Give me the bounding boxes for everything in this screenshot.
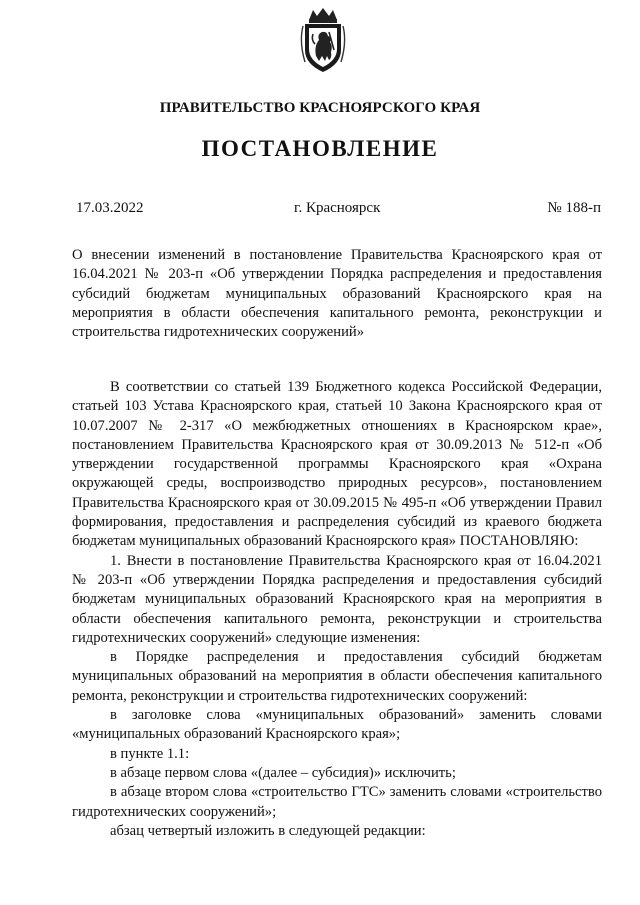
government-title: ПРАВИТЕЛЬСТВО КРАСНОЯРСКОГО КРАЯ xyxy=(159,100,481,116)
body-paragraph: в абзаце первом слова «(далее – субсидия)» исключить; xyxy=(110,764,456,781)
document-meta-row xyxy=(76,200,601,220)
body-paragraph: в заголовке слова «муниципальных образований» заменить словами «муниципальных образований Красноярского края»; xyxy=(72,707,602,743)
body-paragraph: в абзаце втором слова «строительство ГТС» заменить словами «строительство гидротехнических сооружений»; xyxy=(72,784,602,820)
document-type-title: ПОСТАНОВЛЕНИЕ xyxy=(201,136,439,161)
coat-of-arms-icon xyxy=(299,6,347,74)
body-paragraph: абзац четвертый изложить в следующей редакции: xyxy=(110,822,426,839)
body-paragraph-item-1: 1. Внести в постановление Правительства Красноярского края от 16.04.2021 № 203-п «Об утверждении Порядка распределения и предоставления субсидий бюджетам муниципальных образований Красноярского края на мероприятия в области обеспечения капитального ремонта, реконструкции и строительства гидротехнических сооружений» следующие изменения: xyxy=(72,552,602,646)
document-number: № 188-п xyxy=(547,200,601,216)
body-paragraph: в Порядке распределения и предоставления субсидий бюджетам муниципальных образований на мероприятия в области обеспечения капитального ремонта, реконструкции и строительства гидротехнических сооружений: xyxy=(72,649,602,704)
body-paragraph: в пункте 1.1: xyxy=(110,745,190,762)
body-paragraph-preamble: В соответствии со статьей 139 Бюджетного кодекса Российской Федерации, статьей 103 Устава Красноярского края, статьей 10 Закона Красноярского края от 10.07.2007 № 2-317 «О межбюджетных отношениях в Красноярском крае», постановлением Правительства Красноярского края от 30.09.2013 № 512-п «Об утверждении государственной программы Красноярского края «Охрана окружающей среды, воспроизводство природных ресурсов», постановлением Правительства Красноярского края от 30.09.2015 № 495-п «Об утверждении Правил формирования, предоставления и распределения субсидий из краевого бюджета бюджетам муниципальных образований Красноярского края» ПОСТАНОВЛЯЮ: xyxy=(72,379,602,550)
document-subject: О внесении изменений в постановление Правительства Красноярского края от 16.04.2021 № 203-п «Об утверждении Порядка распределения и предоставления субсидий бюджетам муниципальных образований Красноярского края на мероприятия в области обеспечения капитального ремонта, реконструкции и строительства гидротехнических сооружений» xyxy=(72,247,602,341)
document-date: 17.03.2022 xyxy=(76,200,144,216)
document-city: г. Красноярск xyxy=(294,200,381,216)
document-body xyxy=(72,378,602,841)
